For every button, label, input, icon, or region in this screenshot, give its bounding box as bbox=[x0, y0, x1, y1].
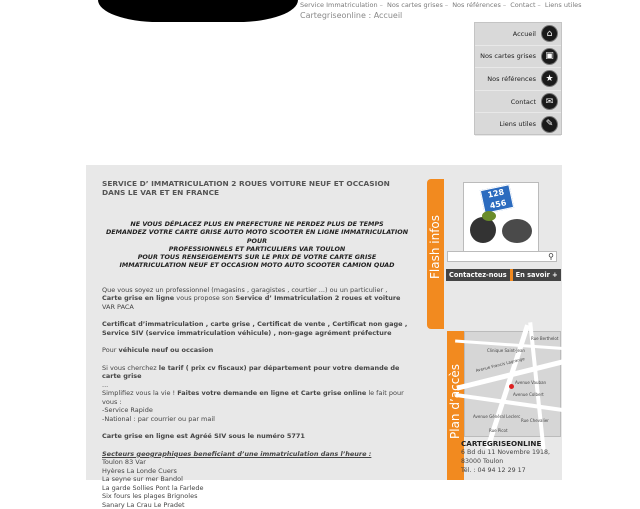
access-map-box bbox=[447, 331, 561, 480]
flash-search-input[interactable] bbox=[447, 251, 557, 262]
warning-line: DEMANDEZ VOTRE CARTE GRISE AUTO MOTO SCOOTER EN LIGNE IMMATRICULATION POUR bbox=[105, 228, 409, 245]
map-label: Avenue Colbert bbox=[513, 392, 544, 397]
topnav-contact[interactable]: Contact bbox=[510, 1, 536, 9]
site-logo[interactable] bbox=[98, 0, 298, 22]
flash-infos-tab bbox=[427, 179, 444, 329]
intro-strong: Carte grise en ligne bbox=[102, 294, 175, 303]
simplify-text: le fait pour vous : bbox=[102, 389, 404, 406]
topnav-separator: – bbox=[537, 1, 541, 9]
top-navigation bbox=[300, 1, 584, 9]
address-line: 6 Bd du 11 Novembre 1918, bbox=[461, 449, 550, 456]
warning-line: IMMATRICULATION NEUF ET OCCASION MOTO AUTO SCOOTER CAMION QUAD bbox=[119, 261, 395, 270]
topnav-cartes-grises[interactable]: Nos cartes grises bbox=[386, 1, 443, 9]
company-address bbox=[461, 439, 561, 475]
license-plate bbox=[480, 184, 514, 214]
sector-item: Sanary La Crau Le Pradet bbox=[102, 500, 185, 509]
map-label: Avenue Francis Lagrange bbox=[475, 355, 526, 374]
home-icon: ⌂ bbox=[541, 25, 558, 42]
ellipsis: ... bbox=[102, 380, 109, 389]
intro-text: VAR PACA bbox=[102, 302, 134, 311]
simplify-strong: Faites votre demande en ligne et Carte grise online bbox=[177, 389, 367, 398]
tarif-link[interactable]: le tarif ( prix cv fiscaux) par département pour votre demande de carte grise bbox=[102, 363, 400, 381]
phone-number: Tél. : 04 94 12 29 17 bbox=[461, 467, 526, 474]
sectors-title: Secteurs geographiques beneficiant d’une immatriculation dans l’heure : bbox=[102, 449, 372, 458]
intro-text: vous propose son bbox=[174, 294, 236, 303]
rider-image bbox=[482, 211, 496, 221]
intro-line-2 bbox=[102, 294, 412, 311]
topnav-separator: – bbox=[502, 1, 507, 9]
warning-block bbox=[102, 220, 412, 270]
warning-line: NE VOUS DÉPLACEZ PLUS EN PREFECTURE NE PERDEZ PLUS DE TEMPS bbox=[130, 220, 384, 228]
warning-line: PROFESSIONNELS ET PARTICULIERS VAR TOULON bbox=[168, 244, 346, 253]
sector-item: Toulon 83 Var bbox=[102, 458, 146, 467]
agreement-text: Carte grise en ligne est Agréé SIV sous le numéro 5771 bbox=[102, 432, 305, 441]
menu-item-liens-utiles[interactable] bbox=[475, 113, 561, 136]
flash-infos-label: Flash infos bbox=[428, 214, 442, 279]
link-icon: ✎ bbox=[541, 116, 558, 133]
map-label: Rue Picot bbox=[489, 428, 508, 433]
intro-line: Que vous soyez un professionnel (magasins , garagistes , courtier ...) ou un particulier , bbox=[102, 285, 388, 294]
side-menu bbox=[474, 22, 562, 135]
mail-icon: ✉ bbox=[541, 93, 558, 110]
simplify-text: Simplifiez vous la vie ! bbox=[102, 389, 178, 398]
menu-item-cartes-grises[interactable] bbox=[475, 46, 561, 69]
menu-item-label: Nos références bbox=[487, 74, 536, 83]
sector-item: Hyères La Londe Cuers bbox=[102, 466, 177, 475]
image-icon: ▣ bbox=[541, 48, 558, 65]
plate-number: 128 bbox=[486, 187, 505, 200]
menu-item-contact[interactable] bbox=[475, 91, 561, 114]
menu-item-label: Nos cartes grises bbox=[480, 52, 536, 61]
intro-strong: Service d’ Immatriculation 2 roues et voiture bbox=[235, 294, 401, 303]
learn-more-link[interactable]: En savoir + bbox=[515, 271, 558, 279]
sector-item: La garde Sollies Pont la Farlede bbox=[102, 483, 204, 492]
access-map-label: Plan d’accès bbox=[448, 364, 462, 439]
warning-line: POUR TOUS RENSEIGEMENTS SUR LE PRIX DE VOTRE CARTE GRISE bbox=[137, 253, 377, 262]
page-title: SERVICE D’ IMMATRICULATION 2 ROUES VOITURE NEUF ET OCCASION DANS LE VAR ET EN FRANCE bbox=[102, 179, 390, 197]
search-icon[interactable]: ⚲ bbox=[548, 252, 554, 261]
simplify-line bbox=[102, 389, 412, 406]
main-content bbox=[102, 179, 412, 509]
topnav-separator: – bbox=[379, 1, 383, 9]
certificates-text: Certificat d’immatriculation , carte grise , Certificat de vente , Certificat non gage , Service SIV (service immatriculation véhicule) , non-gage agrément préfecture bbox=[102, 320, 408, 337]
menu-item-references[interactable] bbox=[475, 68, 561, 91]
menu-item-label: Contact bbox=[510, 97, 536, 106]
menu-item-label: Accueil bbox=[512, 29, 536, 38]
tarif-text: Si vous cherchez bbox=[102, 363, 159, 372]
vehicle-line bbox=[102, 346, 412, 355]
contact-us-link[interactable]: Contactez-nous bbox=[449, 271, 507, 279]
topnav-service-immatriculation[interactable]: Service Immatriculation bbox=[300, 1, 378, 9]
menu-item-label: Liens utiles bbox=[499, 120, 536, 129]
service-item: -National : par courrier ou par mail bbox=[102, 414, 215, 423]
flash-infos-image[interactable] bbox=[463, 182, 539, 254]
flash-infos-box bbox=[427, 179, 561, 329]
flash-links-bar bbox=[446, 269, 561, 281]
access-map[interactable] bbox=[464, 331, 561, 437]
company-name: CARTEGRISEONLINE bbox=[461, 439, 542, 448]
plate-number: 456 bbox=[489, 198, 508, 211]
map-label: Avenue Général Leclerc bbox=[473, 414, 521, 419]
breadcrumb: Cartegriseonline : Accueil bbox=[300, 11, 403, 20]
quad-bike-image bbox=[502, 219, 532, 243]
tarif-line bbox=[102, 364, 412, 381]
topnav-references[interactable]: Nos références bbox=[452, 1, 501, 9]
sector-item: Six fours les plages Brignoles bbox=[102, 492, 198, 501]
menu-item-accueil[interactable] bbox=[475, 23, 561, 46]
topnav-liens-utiles[interactable]: Liens utiles bbox=[544, 1, 582, 9]
topnav-separator: – bbox=[444, 1, 449, 9]
map-label: Clinique Saint-Jean bbox=[487, 348, 525, 353]
map-label: Rue Berthelot bbox=[531, 336, 559, 341]
sector-item: La seyne sur mer Bandol bbox=[102, 475, 183, 484]
address-line: 83000 Toulon bbox=[461, 458, 504, 465]
map-road bbox=[528, 322, 546, 452]
star-icon: ★ bbox=[541, 70, 558, 87]
service-item: -Service Rapide bbox=[102, 406, 153, 415]
map-marker-icon bbox=[509, 384, 514, 389]
vehicle-strong: véhicule neuf ou occasion bbox=[118, 346, 214, 355]
quad-bike-image bbox=[470, 217, 496, 243]
map-label: Avenue Vauban bbox=[515, 380, 547, 385]
map-label: Rue Chevalier bbox=[521, 418, 549, 423]
vehicle-text: Pour bbox=[102, 346, 119, 355]
